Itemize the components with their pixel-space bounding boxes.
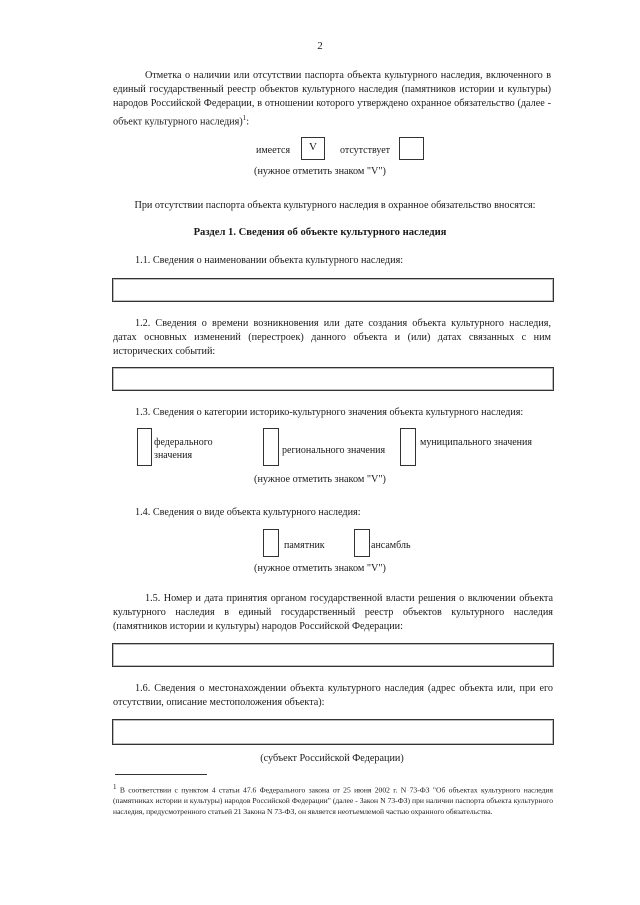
intro-text: Отметка о наличии или отсутствии паспорта объекта культурного наследия, включенного в единый государственный реестр объектов культурного наследия (памятников истории и культуры) народов Российской Федерации, в отношении которого утверждено охранное обязательство (далее - объект культурного наследия): [113, 70, 551, 128]
section-1-4: [113, 506, 557, 520]
type-monument-label: памятник: [284, 540, 325, 551]
intro-tail: :: [246, 116, 250, 128]
subject-label: (субъект Российской Федерации): [260, 753, 404, 764]
section-title: Раздел 1. Сведения об объекте культурного наследия: [193, 227, 447, 238]
section-1-2: [113, 317, 551, 359]
footnote-ref: 1: [242, 114, 247, 122]
section-1-6: [113, 682, 553, 710]
footnote: [113, 782, 553, 817]
category-federal-label: [154, 436, 213, 462]
section-1-1-label: 1.1. Сведения о наименовании объекта культурного наследия:: [135, 255, 404, 266]
section-1-6-label: 1.6. Сведения о местонахождении объекта культурного наследия (адрес объекта или, при его отсутствии, описание местоположения объекта):: [113, 683, 553, 708]
section-1-5-label: 1.5. Номер и дата принятия органом государственной власти решения о включении объекта культурного наследия в единый государственный реестр объектов культурного наследия (памятников истории и культуры) народов Российской Федерации:: [113, 593, 553, 632]
category-federal-line2: значения: [154, 450, 193, 461]
passport-has-label: имеется: [256, 145, 291, 156]
category-regional-label: регионального значения: [282, 445, 386, 456]
footnote-separator: [115, 774, 207, 775]
type-ensemble-checkbox[interactable]: [354, 529, 370, 557]
type-monument-checkbox[interactable]: [263, 529, 279, 557]
section-1-1: [113, 254, 557, 268]
passport-has-mark: V: [309, 141, 317, 153]
category-municipal-label: муниципального значения: [420, 437, 532, 448]
category-regional-checkbox[interactable]: [263, 428, 279, 466]
passport-absent-checkbox[interactable]: [399, 137, 424, 160]
registry-decision-field[interactable]: [112, 643, 554, 667]
type-ensemble-label: ансамбль: [371, 540, 411, 551]
section-1-5: [113, 592, 553, 634]
passport-hint: (нужное отметить знаком "V"): [254, 166, 386, 177]
footnote-text: В соответствии с пунктом 4 статьи 47.6 Федерального закона от 25 июня 2002 г. N 73-ФЗ "Об объектах культурного наследия (памятниках истории и культуры) народов Российской Федерации" (далее - Закон N 73-ФЗ) при наличии паспорта объекта культурного наследия, предусмотренного статьей 21 Закона N 73-ФЗ, он является неотъемлемой частью охранного обязательства.: [113, 785, 553, 816]
intro-paragraph: [113, 69, 551, 129]
category-municipal-checkbox[interactable]: [400, 428, 416, 466]
location-field[interactable]: [112, 719, 554, 745]
dates-field[interactable]: [112, 367, 554, 391]
object-name-field[interactable]: [112, 278, 554, 302]
type-hint: (нужное отметить знаком "V"): [254, 563, 386, 574]
category-federal-checkbox[interactable]: [137, 428, 152, 466]
section-1-3: [113, 406, 557, 420]
category-federal-line1: федерального: [154, 437, 213, 448]
passport-has-checkbox[interactable]: [301, 137, 325, 160]
section-1-4-label: 1.4. Сведения о виде объекта культурного наследия:: [135, 507, 361, 518]
page-number: 2: [317, 40, 323, 52]
section-1-2-label: 1.2. Сведения о времени возникновения или дате создания объекта культурного наследия, датах основных изменений (перестроек) данного объекта и (или) датах связанных с ним исторических событий:: [113, 318, 551, 357]
section-1-3-label: 1.3. Сведения о категории историко-культурного значения объекта культурного наследия:: [135, 407, 524, 418]
passport-absent-label: отсутствует: [340, 145, 391, 156]
category-hint: (нужное отметить знаком "V"): [254, 474, 386, 485]
absence-note: При отсутствии паспорта объекта культурного наследия в охранное обязательство вносятся:: [134, 200, 536, 211]
footnote-number: 1: [113, 783, 117, 791]
